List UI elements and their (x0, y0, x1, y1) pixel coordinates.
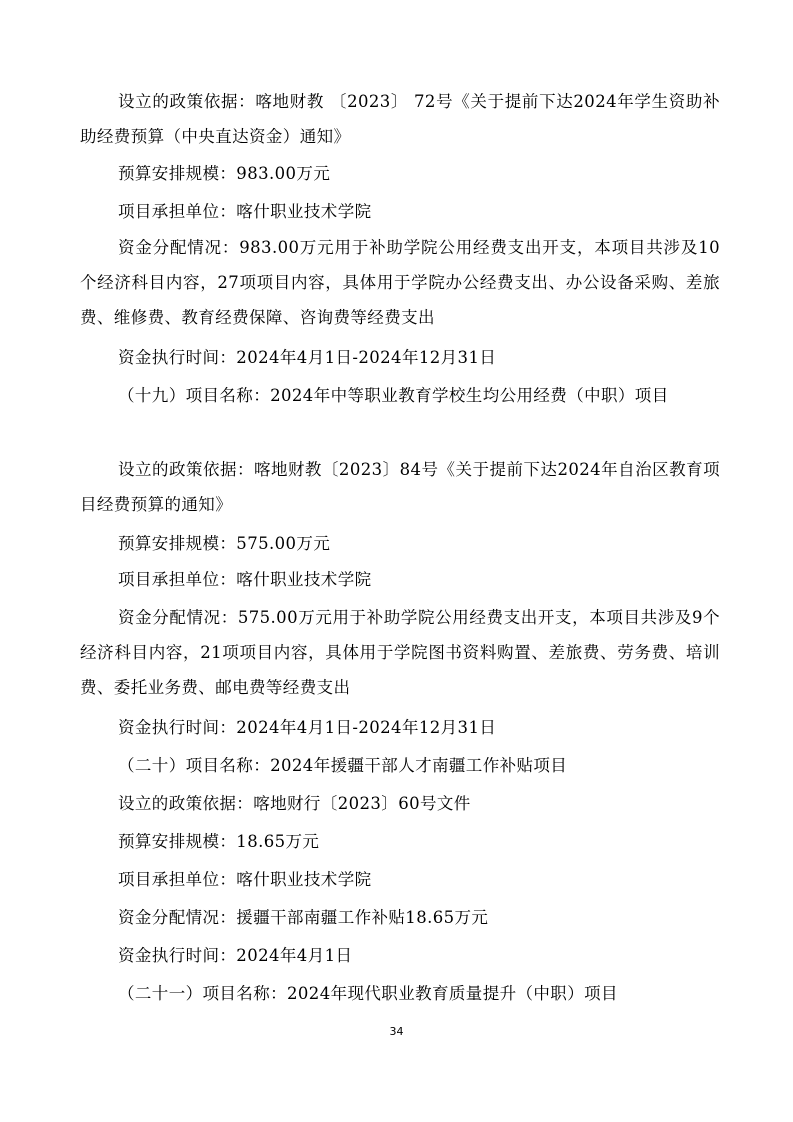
paragraph-undertaking-unit-3: 项目承担单位：喀什职业技术学院 (118, 870, 372, 889)
paragraph-policy-basis-3: 设立的政策依据：喀地财行〔2023〕60号文件 (118, 794, 471, 813)
paragraph-fund-allocation-2: 资金分配情况：575.00万元用于补助学院公用经费支出开支，本项目共涉及9个经济科目内容，21项项目内容，具体用于学院图书资料购置、差旅费、劳务费、培训费、委托业务费、邮电费等经费支出 (80, 608, 720, 697)
page-number: 34 (389, 1025, 404, 1038)
paragraph-undertaking-unit-2: 项目承担单位：喀什职业技术学院 (118, 570, 372, 589)
paragraph-execution-time-3: 资金执行时间：2024年4月1日 (118, 946, 353, 965)
paragraph-fund-allocation-3: 资金分配情况：援疆干部南疆工作补贴18.65万元 (118, 908, 489, 927)
paragraph-budget-scale-1: 预算安排规模：983.00万元 (118, 164, 331, 183)
paragraph-project-name-19: （十九）项目名称：2024年中等职业教育学校生均公用经费（中职）项目 (118, 386, 669, 405)
paragraph-budget-scale-3: 预算安排规模：18.65万元 (118, 832, 320, 851)
paragraph-undertaking-unit-1: 项目承担单位：喀什职业技术学院 (118, 202, 372, 221)
paragraph-policy-basis-2: 设立的政策依据：喀地财教〔2023〕84号《关于提前下达2024年自治区教育项目经费预算的通知》 (80, 460, 720, 514)
paragraph-project-name-20: （二十）项目名称：2024年援疆干部人才南疆工作补贴项目 (118, 756, 568, 775)
paragraph-policy-basis-1: 设立的政策依据：喀地财教 〔2023〕 72号《关于提前下达2024年学生资助补助经费预算（中央直达资金）通知》 (80, 92, 720, 146)
paragraph-project-name-21: （二十一）项目名称：2024年现代职业教育质量提升（中职）项目 (118, 984, 618, 1003)
paragraph-execution-time-1: 资金执行时间：2024年4月1日-2024年12月31日 (118, 348, 497, 367)
paragraph-budget-scale-2: 预算安排规模：575.00万元 (118, 534, 331, 553)
paragraph-fund-allocation-1: 资金分配情况：983.00万元用于补助学院公用经费支出开支，本项目共涉及10个经济科目内容，27项项目内容，具体用于学院办公经费支出、办公设备采购、差旅费、维修费、教育经费保障、咨询费等经费支出 (80, 238, 720, 327)
paragraph-execution-time-2: 资金执行时间：2024年4月1日-2024年12月31日 (118, 718, 497, 737)
